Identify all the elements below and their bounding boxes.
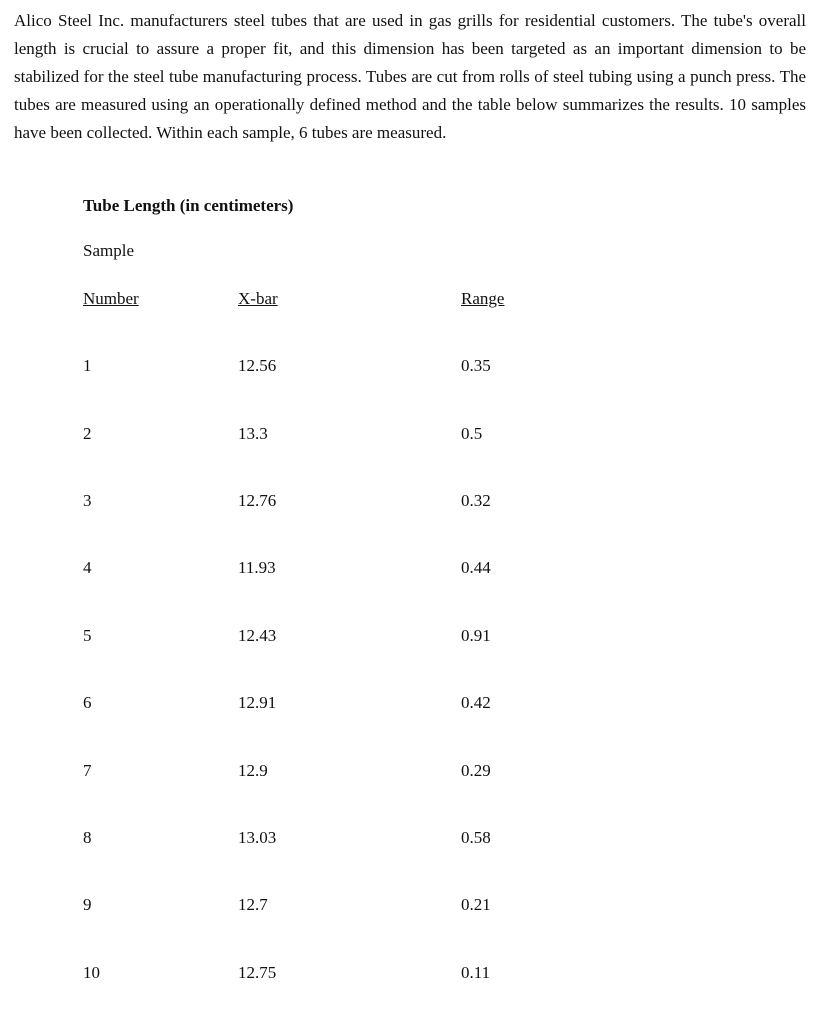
table-row [0,692,826,714]
range-value: 0.21 [461,895,491,914]
xbar-value: 12.76 [238,491,277,510]
sample-number: 10 [83,963,100,982]
xbar-value: 12.91 [238,693,277,712]
table-row [0,625,826,647]
range-value: 0.58 [461,828,491,847]
table-row [0,490,826,512]
sample-number: 6 [83,693,92,712]
problem-statement: Alico Steel Inc. manufacturers steel tubes that are used in gas grills for residential customers. The tube's overall length is crucial to assure a proper fit, and this dimension has been targeted as an important dimension to be stabilized for the steel tube manufacturing process. Tubes are cut from rolls of steel tubing using a punch press. The tubes are measured using an operationally defined method and the table below summarizes the results. 10 samples have been collected. Within each sample, 6 tubes are measured. [14,11,806,142]
table-row [0,355,826,377]
table-row [0,557,826,579]
header-range: Range [461,289,505,308]
xbar-value: 12.9 [238,761,268,780]
table-row [0,894,826,916]
sample-number: 5 [83,626,92,645]
range-value: 0.11 [461,963,491,982]
xbar-value: 12.75 [238,963,277,982]
sample-number: 9 [83,895,92,914]
sample-column-label: Sample [83,241,134,260]
table-row [0,423,826,445]
sample-number: 8 [83,828,92,847]
sample-number: 4 [83,558,92,577]
range-value: 0.35 [461,356,491,375]
xbar-value: 11.93 [238,558,276,577]
xbar-value: 12.56 [238,356,277,375]
xbar-value: 12.43 [238,626,277,645]
xbar-value: 13.03 [238,828,277,847]
range-value: 0.29 [461,761,491,780]
range-value: 0.5 [461,424,483,443]
table-row [0,760,826,782]
header-xbar: X-bar [238,289,278,308]
range-value: 0.44 [461,558,491,577]
table-title: Tube Length (in centimeters) [83,196,294,215]
sample-number: 2 [83,424,92,443]
range-value: 0.91 [461,626,491,645]
range-value: 0.42 [461,693,491,712]
sample-number: 3 [83,491,92,510]
header-number: Number [83,289,139,308]
sample-number: 7 [83,761,92,780]
table-row [0,827,826,849]
table-row [0,962,826,984]
range-value: 0.32 [461,491,491,510]
xbar-value: 13.3 [238,424,268,443]
sample-number: 1 [83,356,92,375]
xbar-value: 12.7 [238,895,268,914]
